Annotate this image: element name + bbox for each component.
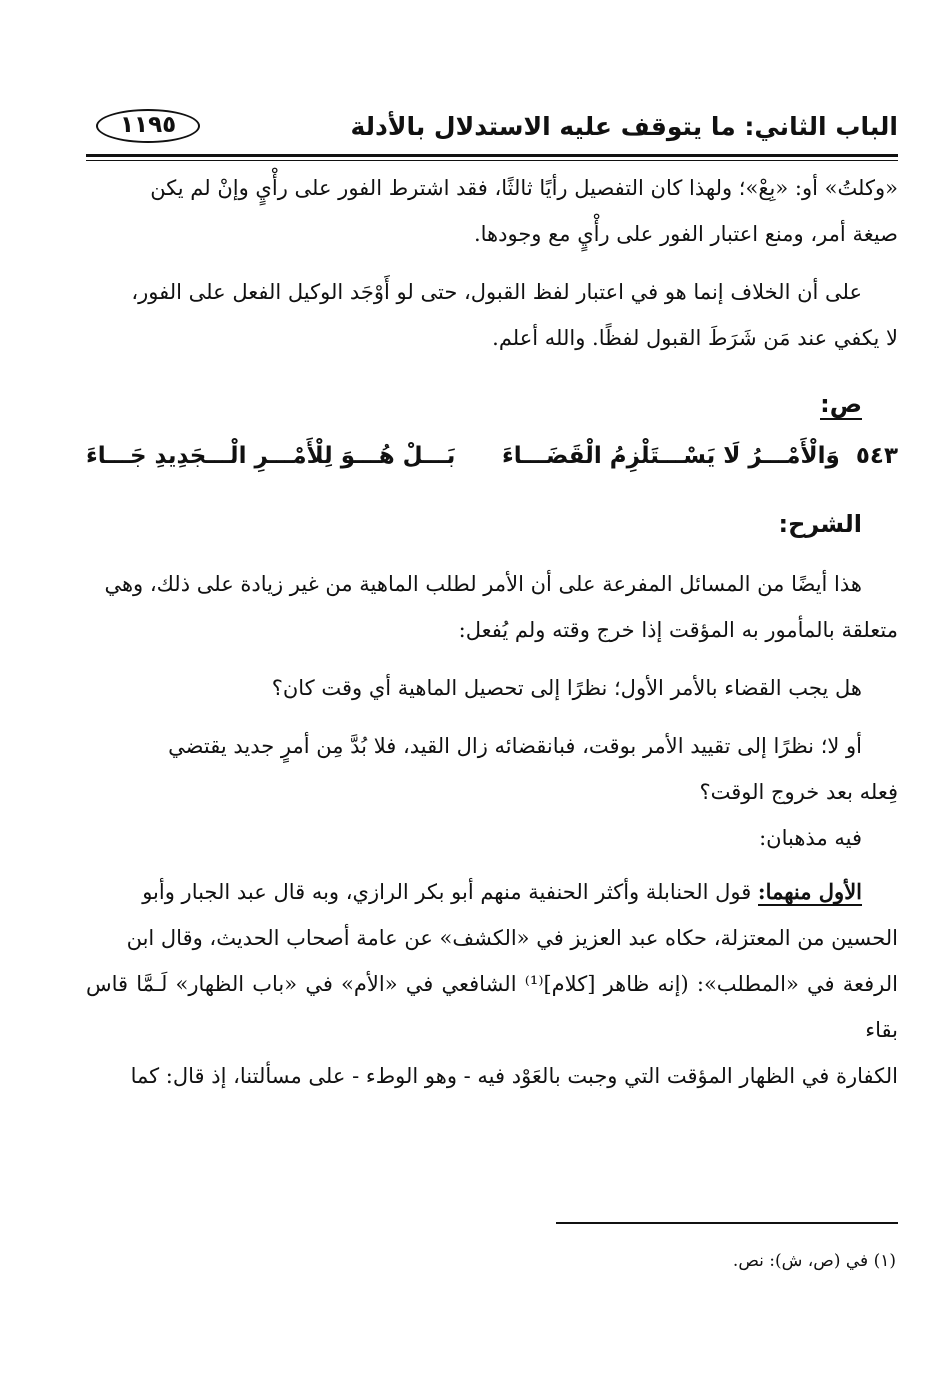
paragraph-1-line-2: صيغة أمر، ومنع اعتبار الفور على رأْيٍ مع وجودها. [473, 222, 898, 246]
paragraph-1-line-1: «وكلتُ» أو: «بِعْ»؛ ولهذا كان التفصيل رأيًا ثالثًا، فقد اشترط الفور على رأْيٍ وإنْ لم يكن [150, 176, 898, 200]
paragraph-6: فيه مذهبان: [759, 826, 862, 850]
running-header [86, 100, 898, 152]
first-opinion-label: الأول منهما: [757, 879, 862, 904]
paragraph-7-line-3: الرفعة في «المطلب»: (إنه ظاهر [كلام]⁽¹⁾ الشافعي في «الأم» في «باب الظهار» لَـمَّا قاس بقاء [86, 972, 898, 1042]
chapter-title: الباب الثاني: ما يتوقف عليه الاستدلال بالأدلة [350, 111, 898, 141]
verse-number: ٥٤٣ [855, 443, 898, 469]
paragraph-2-line-1: على أن الخلاف إنما هو في اعتبار لفظ القبول، حتى لو أَوْجَد الوكيل الفعل على الفور، [131, 280, 862, 304]
sad-label-text: ص: [820, 390, 862, 418]
paragraph-5-line-1: أو لا؛ نظرًا إلى تقييد الأمر بوقت، فبانقضائه زال القيد، فلا بُدَّ مِن أمرٍ جديد يقتضي [168, 734, 862, 758]
paragraph-7-line-1 [86, 869, 898, 915]
page-content [86, 100, 898, 1099]
footnotes [86, 1222, 898, 1276]
paragraph-3-line-1: هذا أيضًا من المسائل المفرعة على أن الأمر لطلب الماهية من غير زيادة على ذلك، وهي [104, 572, 862, 596]
paragraph-7-line-4: الكفارة في الظهار المؤقت التي وجبت بالعَوْد فيه - وهو الوطء - على مسألتنا، إذ قال: كما [130, 1064, 898, 1088]
verse-hemistich-1: وَالْأَمْـــرُ لَا يَسْـــتَلْزِمُ الْقَضَـــاءَ [501, 443, 840, 469]
paragraph-7-line-2: الحسين من المعتزلة، حكاه عبد العزيز في «الكشف» عن عامة أصحاب الحديث، وقال ابن [126, 926, 898, 950]
paragraph-3-line-2: متعلقة بالمأمور به المؤقت إذا خرج وقته ولم يُفعل: [458, 618, 898, 642]
verse-line [86, 431, 898, 481]
paragraph-5-line-2: فِعله بعد خروج الوقت؟ [699, 780, 898, 804]
page-number: ١١٩٥ [96, 109, 200, 143]
footnote-1: (١) في (ص، ش): نص. [732, 1251, 896, 1271]
paragraph-7-line-1-text: قول الحنابلة وأكثر الحنفية منهم أبو بكر الرازي، وبه قال عبد الجبار وأبو [142, 880, 758, 904]
header-rule [86, 154, 898, 157]
sad-label [86, 381, 898, 427]
footnote-rule [556, 1222, 898, 1224]
verse-hemistich-2: بَـــلْ هُـــوَ لِلْأَمْـــرِ الْـــجَدِيدِ جَـــاءَ [86, 443, 456, 469]
paragraph-2-line-2: لا يكفي عند مَن شَرَطَ القبول لفظًا. والله أعلم. [492, 326, 898, 350]
verse-first-part [502, 431, 898, 481]
sharh-label: الشرح: [778, 510, 862, 538]
paragraph-4: هل يجب القضاء بالأمر الأول؛ نظرًا إلى تحصيل الماهية أي وقت كان؟ [271, 676, 862, 700]
